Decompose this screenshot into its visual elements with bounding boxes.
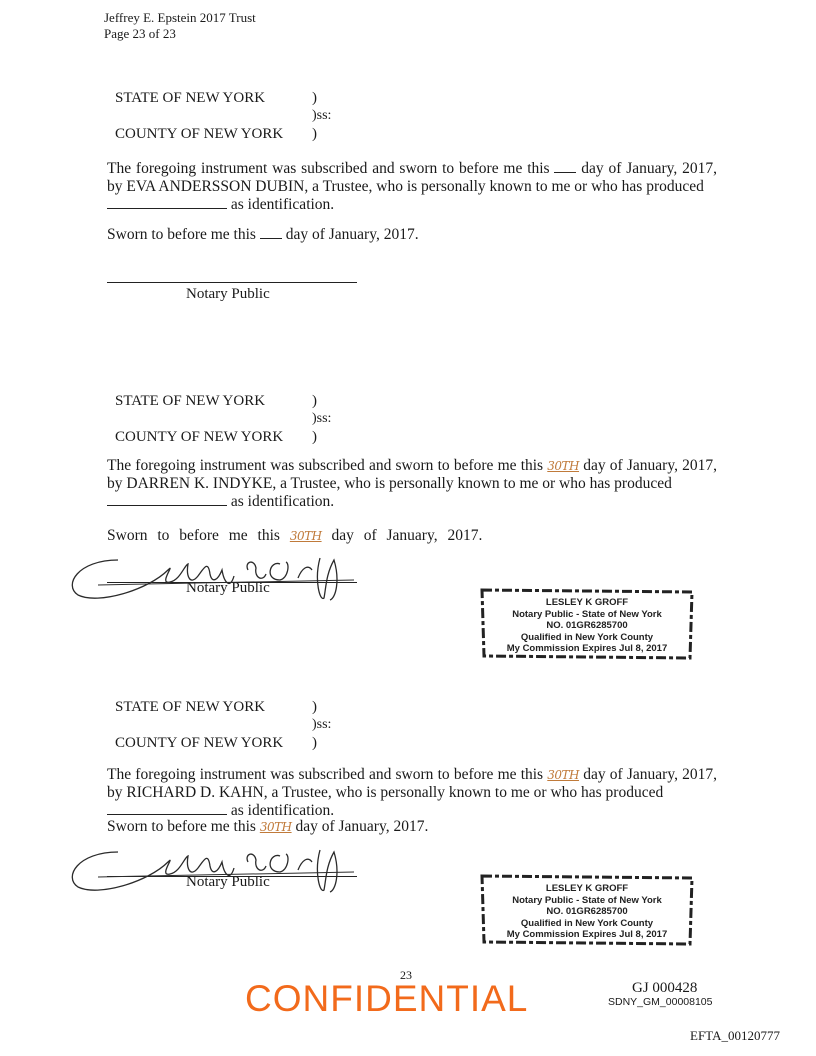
acknowledgment-paragraph-1: The foregoing instrument was subscribed and sworn to before me this day of January, 2017, by EVA ANDERSSON DUBIN, a Trustee, who is personally known to me or who has produced as identification. xyxy=(107,160,718,213)
notary-public-label-2: Notary Public xyxy=(186,580,270,596)
notary-signature-3 xyxy=(58,832,358,902)
handwritten-day: 30TH xyxy=(547,768,580,782)
venue-state: STATE OF NEW YORK xyxy=(115,699,266,715)
sworn-line-2: Sworn to before me this 30TH day of January, 2017. xyxy=(107,527,483,544)
acknowledgment-paragraph-2: The foregoing instrument was subscribed and sworn to before me this 30TH day of January, 2017, by DARREN K. INDYKE, a Trustee, who is personally known to me or who has produced as identification. xyxy=(107,457,717,510)
venue-ss: )ss: xyxy=(312,717,332,732)
handwritten-day: 30TH xyxy=(259,820,292,834)
notary-stamp-2: LESLEY K GROFF Notary Public - State of New York NO. 01GR6285700 Qualified in New York County My Commission Expires Jul 8, 2017 xyxy=(478,872,696,948)
handwritten-day: 30TH xyxy=(547,459,580,473)
notary-stamp-1: LESLEY K GROFF Notary Public - State of New York NO. 01GR6285700 Qualified in New York County My Commission Expires Jul 8, 2017 xyxy=(478,586,696,662)
venue-block-3: STATE OF NEW YORK ) )ss: COUNTY OF NEW YORK ) xyxy=(115,699,332,751)
handwritten-day: 30TH xyxy=(289,529,322,543)
confidential-watermark: CONFIDENTIAL xyxy=(245,978,529,1019)
venue-state: STATE OF NEW YORK xyxy=(115,393,266,409)
sworn-line-3: Sworn to before me this 30TH day of January, 2017. xyxy=(107,818,429,835)
page-indicator: Page 23 of 23 xyxy=(104,26,176,41)
sworn-line-1: Sworn to before me this day of January, 2017. xyxy=(107,226,419,243)
venue-state: STATE OF NEW YORK xyxy=(115,90,266,106)
notary-public-label-3: Notary Public xyxy=(186,874,270,890)
page-header xyxy=(104,10,256,42)
venue-ss: )ss: xyxy=(312,108,332,123)
venue-block-1: STATE OF NEW YORK ) )ss: COUNTY OF NEW YORK ) xyxy=(115,90,332,142)
venue-county: COUNTY OF NEW YORK xyxy=(115,126,284,142)
page-number: 23 xyxy=(400,968,412,982)
signature-line-1 xyxy=(107,282,357,283)
venue-county: COUNTY OF NEW YORK xyxy=(115,735,284,751)
bates-sdny: SDNY_GM_00008105 xyxy=(608,996,713,1008)
bates-gj: GJ 000428 xyxy=(632,980,698,996)
venue-ss: )ss: xyxy=(312,411,332,426)
notary-public-label-1: Notary Public xyxy=(186,286,270,302)
efta-number: EFTA_00120777 xyxy=(690,1028,780,1043)
trust-title: Jeffrey E. Epstein 2017 Trust xyxy=(104,10,256,25)
acknowledgment-paragraph-3: The foregoing instrument was subscribed and sworn to before me this 30TH day of January, 2017, by RICHARD D. KAHN, a Trustee, who is personally known to me or who has produced as identification. xyxy=(107,766,717,819)
venue-county: COUNTY OF NEW YORK xyxy=(115,429,284,445)
notary-signature-2 xyxy=(58,540,358,610)
venue-block-2: STATE OF NEW YORK ) )ss: COUNTY OF NEW YORK ) xyxy=(115,393,332,445)
